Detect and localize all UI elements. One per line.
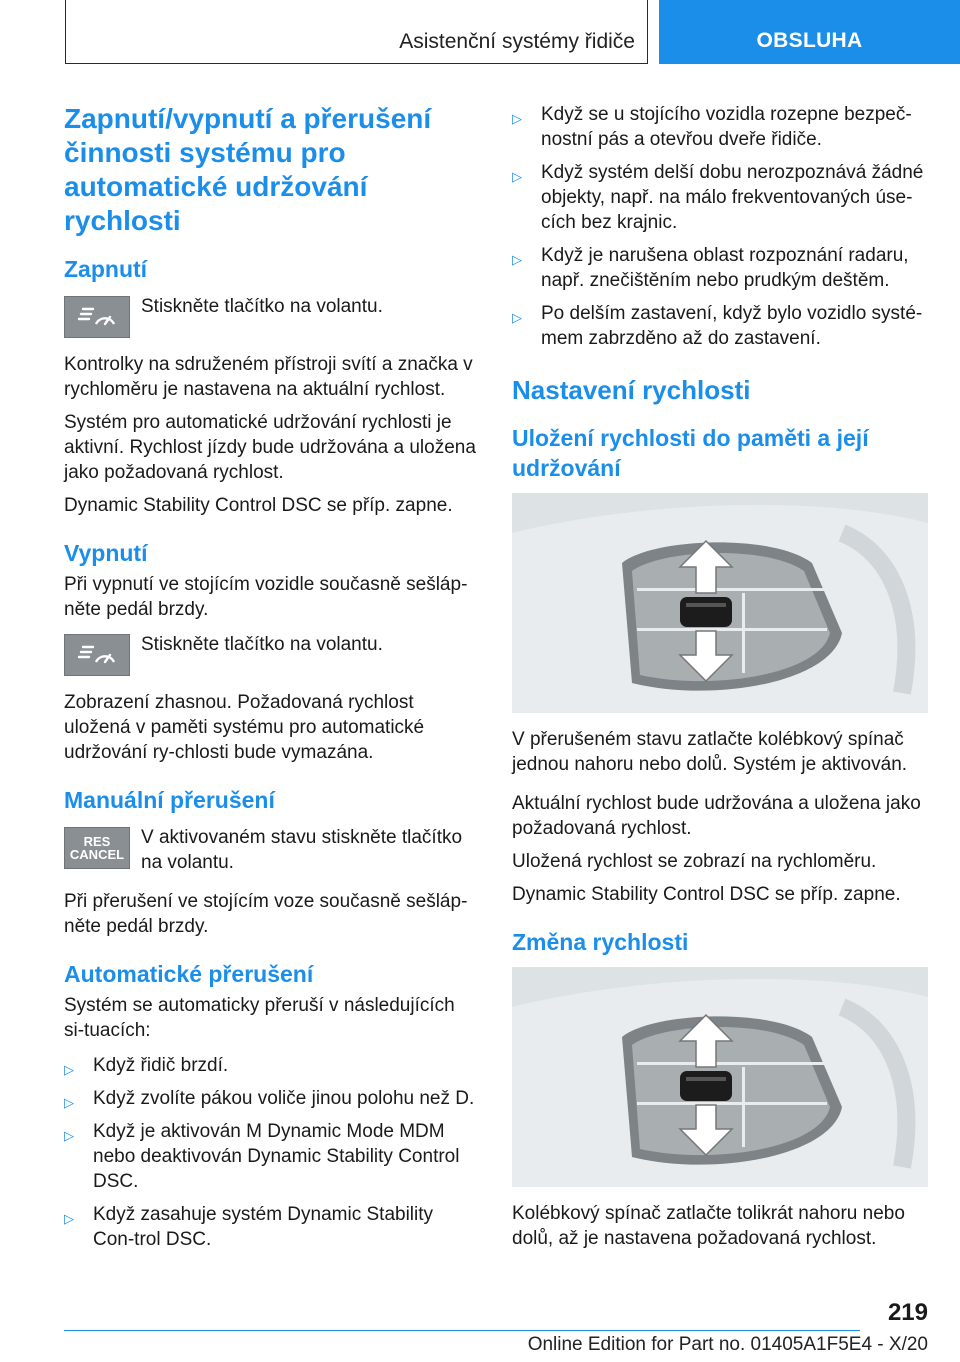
auto-list	[64, 1053, 479, 1252]
footer-divider	[64, 1330, 860, 1331]
cruise-control-icon	[64, 296, 130, 338]
speed-paragraph-1: V přerušeném stavu zatlačte kolébkový spínač jednou nahoru nebo dolů. Systém je aktivován.	[512, 729, 908, 775]
speed-paragraph-2: Aktuální rychlost bude udržována a uložena jako požadovaná rychlost.	[512, 793, 921, 839]
bullet-icon: ▷	[64, 1211, 74, 1226]
on-paragraph-1: Kontrolky na sdruženém přístroji svítí a značka v rychloměru je nastavena na aktuální rychlost.	[64, 354, 473, 400]
speed-paragraph-4: Dynamic Stability Control DSC se příp. zapne.	[512, 884, 901, 905]
heading-manual: Manuální přerušení	[64, 787, 275, 813]
bullet-icon: ▷	[512, 252, 522, 267]
cruise-control-icon	[64, 634, 130, 676]
steering-wheel-rocker-image	[512, 493, 928, 713]
bullet-icon: ▷	[512, 169, 522, 184]
list-item: ▷ Když zvolíte pákou voliče jinou polohu než D.	[64, 1086, 479, 1111]
heading-speed: Nastavení rychlosti	[512, 375, 751, 405]
heading-change-speed: Změna rychlosti	[512, 929, 689, 955]
on-paragraph-3: Dynamic Stability Control DSC se příp. zapne.	[64, 495, 453, 516]
header-frame	[65, 0, 648, 64]
list-item: ▷ Když se u stojícího vozidla rozepne bezpeč‐nostní pás a otevřou dveře řidiče.	[512, 104, 912, 150]
cancel-label: CANCEL	[69, 847, 125, 862]
manual-paragraph-1: Při přerušení ve stojícím voze současně sešláp‐něte pedál brzdy.	[64, 891, 468, 937]
auto-paragraph-1: Systém se automaticky přeruší v následujících si‐tuacích:	[64, 995, 455, 1041]
manual-instruction-text: V aktivovaném stavu stiskněte tlačítko na volantu.	[141, 827, 463, 873]
speed-paragraph-5: Kolébkový spínač zatlačte tolikrát nahoru nebo dolů, až je nastavena požadovaná rychlost.	[512, 1203, 905, 1249]
bullet-icon: ▷	[64, 1128, 74, 1143]
heading-auto: Automatické přerušení	[64, 961, 314, 987]
res-cancel-icon	[64, 827, 130, 869]
on-instruction	[64, 294, 479, 338]
list-item: ▷ Když řidič brzdí.	[64, 1053, 479, 1078]
bullet-icon: ▷	[512, 111, 522, 126]
page-number: 219	[887, 1299, 928, 1326]
left-column	[64, 102, 479, 1262]
auto-list-continued	[512, 102, 928, 351]
res-label: RES	[83, 834, 111, 849]
off-paragraph-1: Při vypnutí ve stojícím vozidle současně sešláp‐něte pedál brzdy.	[64, 574, 468, 620]
on-paragraph-2: Systém pro automatické udržování rychlosti je aktivní. Rychlost jízdy bude udržována a uložena jako požadovaná rychlost.	[64, 412, 476, 483]
chapter-tab[interactable]: OBSLUHA	[659, 0, 960, 64]
bullet-icon: ▷	[64, 1095, 74, 1110]
list-item: ▷ Když systém delší dobu nerozpoznává žádné objekty, např. na málo frekventovaných úse‐cích bez krajnic.	[512, 162, 924, 233]
page-title: Zapnutí/vypnutí a přerušení činnosti systému pro automatické udržování rychlosti	[64, 103, 432, 236]
on-instruction-text: Stiskněte tlačítko na volantu.	[141, 296, 383, 317]
off-instruction	[64, 632, 479, 676]
heading-store-speed: Uložení rychlosti do paměti a její udržování	[512, 425, 869, 481]
bullet-icon: ▷	[512, 310, 522, 325]
list-item: ▷ Když zasahuje systém Dynamic Stability Con‐trol DSC.	[64, 1204, 434, 1250]
off-paragraph-2: Zobrazení zhasnou. Požadovaná rychlost uložená v paměti systému pro automatické udržování ry‐chlosti bude vymazána.	[64, 692, 425, 763]
heading-on: Zapnutí	[64, 256, 148, 282]
list-item: ▷ Když je narušena oblast rozpoznání radaru, např. znečištěním nebo prudkým deštěm.	[512, 245, 909, 291]
bullet-icon: ▷	[64, 1062, 74, 1077]
steering-wheel-rocker-image	[512, 967, 928, 1187]
list-item: ▷ Když je aktivován M Dynamic Mode MDM nebo deaktivován Dynamic Stability Control DSC.	[64, 1121, 460, 1192]
right-column	[512, 102, 928, 1259]
heading-off: Vypnutí	[64, 540, 148, 566]
manual-instruction	[64, 825, 479, 875]
section-title: Asistenční systémy řidiče	[399, 30, 635, 53]
edition-note: Online Edition for Part no. 01405A1F5E4 - X/20	[527, 1334, 928, 1355]
list-item: ▷ Po delším zastavení, když bylo vozidlo systé‐mem zabrzděno až do zastavení.	[512, 303, 923, 349]
speed-paragraph-3: Uložená rychlost se zobrazí na rychloměru.	[512, 851, 877, 872]
off-instruction-text: Stiskněte tlačítko na volantu.	[141, 634, 383, 655]
